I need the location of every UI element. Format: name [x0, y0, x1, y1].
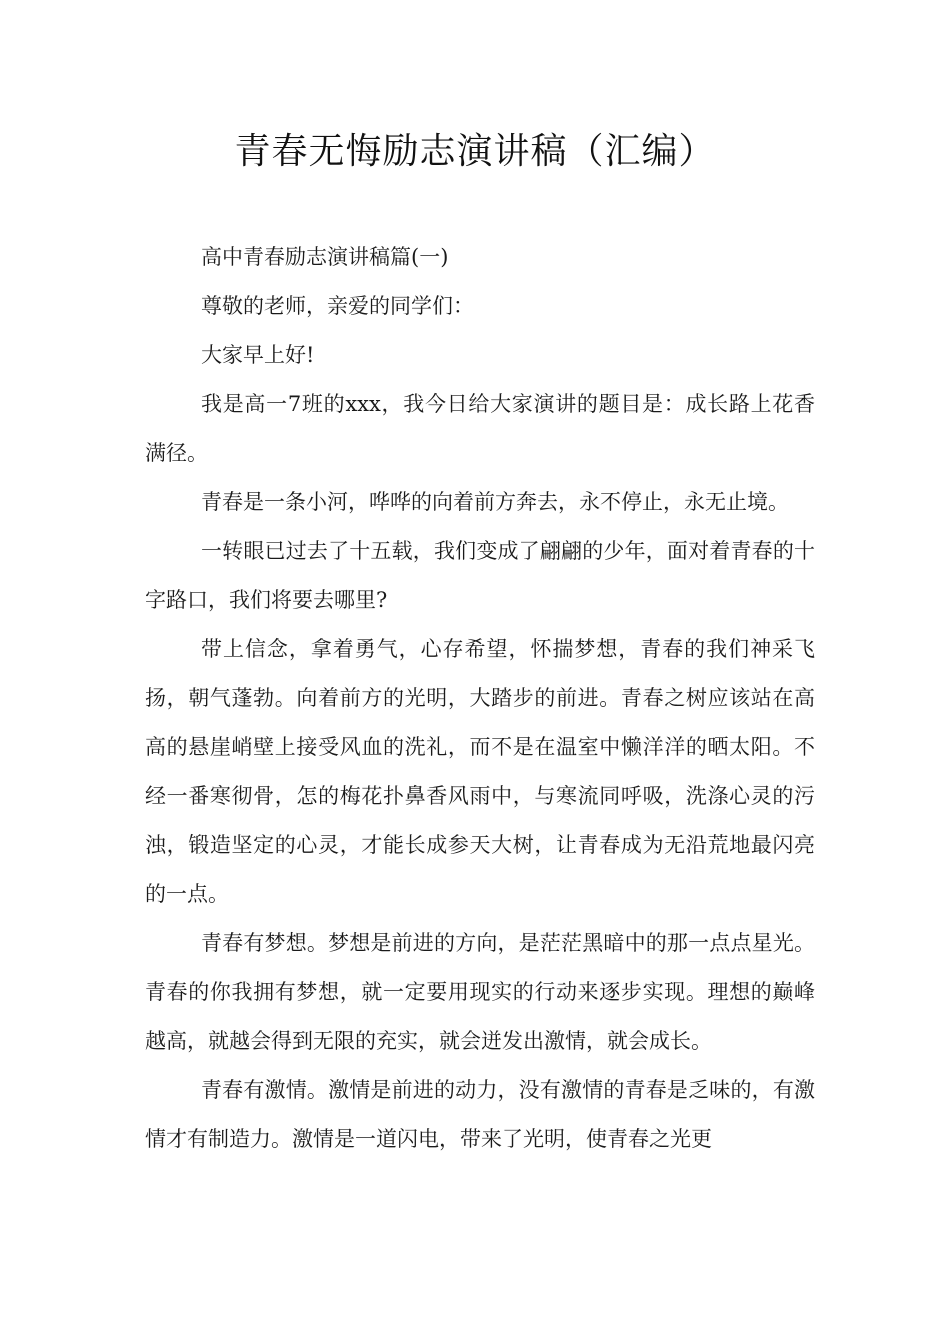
- paragraph: 我是高一7班的xxx，我今日给大家演讲的题目是：成长路上花香满径。: [145, 392, 815, 465]
- paragraph: 青春是一条小河，哗哗的向着前方奔去，永不停止，永无止境。: [201, 490, 789, 514]
- salutation: 尊敬的老师，亲爱的同学们：: [201, 294, 474, 318]
- paragraph: 带上信念，拿着勇气，心存希望，怀揣梦想，青春的我们神采飞扬，朝气蓬勃。向着前方的光明，大踏步的前进。青春之树应该站在高高的悬崖峭壁上接受风血的洗礼，而不是在温室中懒洋洋的晒太阳。不经一番寒彻骨，怎的梅花扑鼻香风雨中，与寒流同呼吸，洗涤心灵的污浊，锻造坚定的心灵，才能长成参天大树，让青春成为无沿荒地最闪亮的一点。: [145, 637, 815, 906]
- paragraph: 一转眼已过去了十五载，我们变成了翩翩的少年，面对着青春的十字路口，我们将要去哪里?: [145, 539, 815, 612]
- document-title: 青春无悔励志演讲稿（汇编）: [234, 131, 716, 172]
- document-body: [145, 233, 815, 1164]
- greeting: 大家早上好!: [201, 343, 315, 367]
- section-heading: 高中青春励志演讲稿篇(一): [201, 245, 449, 269]
- paragraph: 青春有梦想。梦想是前进的方向，是茫茫黑暗中的那一点点星光。青春的你我拥有梦想，就一定要用现实的行动来逐步实现。理想的巅峰越高，就越会得到无限的充实，就会迸发出激情，就会成长。: [145, 931, 815, 1053]
- paragraph: 青春有激情。激情是前进的动力，没有激情的青春是乏味的，有激情才有制造力。激情是一道闪电，带来了光明，使青春之光更: [145, 1078, 815, 1151]
